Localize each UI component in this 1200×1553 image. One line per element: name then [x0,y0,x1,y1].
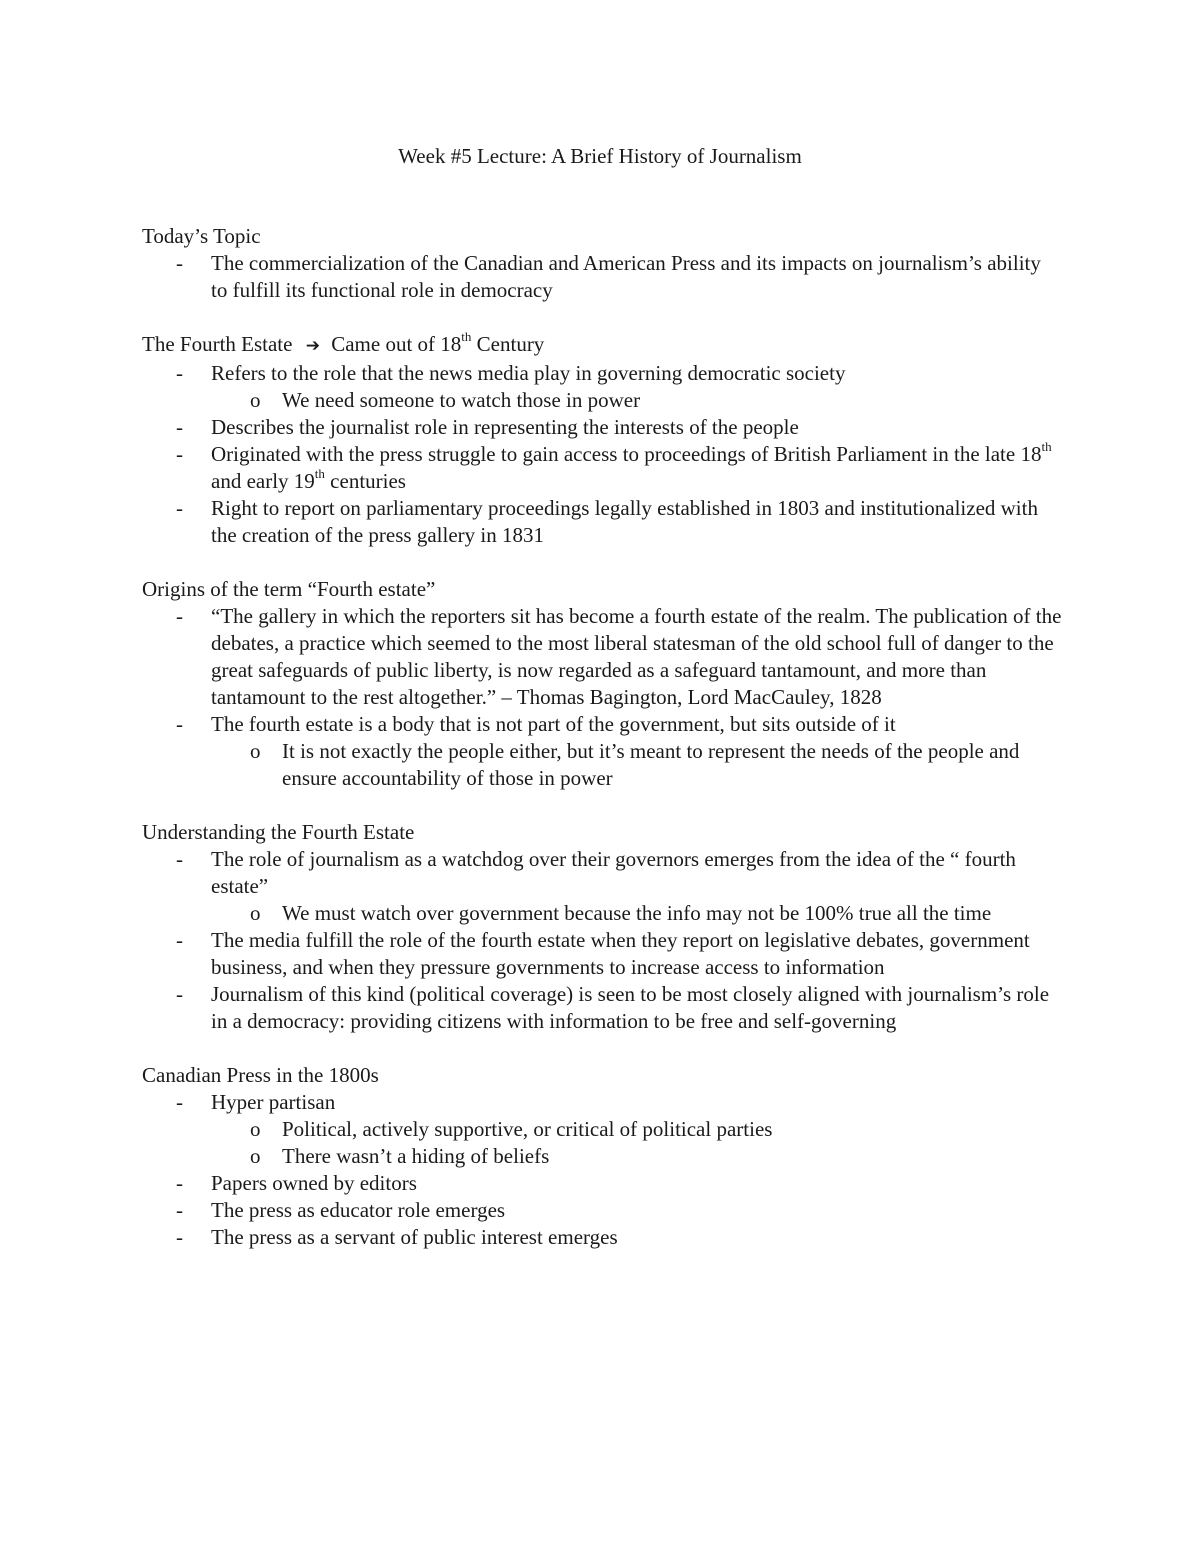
superscript: th [314,466,325,481]
circle-bullet: o [250,388,261,412]
item-text: The role of journalism as a watchdog over their governors emerges from the idea of the “ fourth estate” [211,847,1016,898]
section-heading: Today’s Topic [142,224,261,248]
dash-bullet: - [176,847,183,871]
item-text: The fourth estate is a body that is not part of the government, but sits outside of it [211,712,896,736]
dash-bullet: - [176,496,183,520]
section-understanding [142,819,1062,1035]
list-item [142,927,1062,981]
list-item [142,1089,1062,1116]
superscript: th [1041,439,1052,454]
dash-bullet: - [176,982,183,1006]
heading-text: Came out of 18 [331,332,462,356]
list-item [142,1170,1062,1197]
list-item [142,360,1062,387]
list-item [142,1224,1062,1251]
dash-bullet: - [176,442,183,466]
sub-list-item [142,900,1062,927]
item-text: It is not exactly the people either, but it’s meant to represent the needs of the people and ensure accountability of those in power [282,739,1020,790]
text-run: centuries [324,469,406,493]
list-item [142,846,1062,900]
list-item [142,495,1062,549]
dash-bullet: - [176,1198,183,1222]
sub-list-item [142,387,1062,414]
section-heading: Canadian Press in the 1800s [142,1063,379,1087]
list-item [142,711,1062,738]
section-heading [142,331,1062,360]
superscript: th [461,329,472,344]
item-text: The press as a servant of public interest emerges [211,1225,618,1249]
section-origins [142,576,1062,792]
circle-bullet: o [250,739,261,763]
sub-list-item [142,1116,1062,1143]
section-fourth-estate [142,331,1062,549]
dash-bullet: - [176,712,183,736]
right-arrow-icon: ➔ [305,336,320,356]
sub-list-item [142,738,1062,792]
item-text: Refers to the role that the news media play in governing democratic society [211,361,846,385]
heading-text: Century [471,332,545,356]
circle-bullet: o [250,1144,261,1168]
dash-bullet: - [176,1225,183,1249]
item-text: There wasn’t a hiding of beliefs [282,1144,550,1168]
text-run: and early 19 [211,469,315,493]
dash-bullet: - [176,1090,183,1114]
section-todays-topic [142,223,1062,304]
dash-bullet: - [176,928,183,952]
item-text: The media fulfill the role of the fourth estate when they report on legislative debates, government business, and when they pressure governments to increase access to information [211,928,1030,979]
text-run: Originated with the press struggle to gain access to proceedings of British Parliament in the late 18 [211,442,1042,466]
dash-bullet: - [176,1171,183,1195]
item-text: Political, actively supportive, or critical of political parties [282,1117,773,1141]
item-text: The press as educator role emerges [211,1198,506,1222]
list-item [142,414,1062,441]
item-text: Papers owned by editors [211,1171,417,1195]
circle-bullet: o [250,1117,261,1141]
item-text: Describes the journalist role in representing the interests of the people [211,415,799,439]
item-text: We need someone to watch those in power [282,388,641,412]
item-text: Journalism of this kind (political coverage) is seen to be most closely aligned with journalism’s role in a democracy: providing citizens with information to be free and self-governing [211,982,1050,1033]
heading-text: The Fourth Estate [142,332,293,356]
dash-bullet: - [176,361,183,385]
document-body [142,223,1062,1278]
dash-bullet: - [176,415,183,439]
item-text [211,439,1052,493]
item-text: Right to report on parliamentary proceedings legally established in 1803 and institutionalized with the creation of the press gallery in 1831 [211,496,1038,547]
section-heading: Origins of the term “Fourth estate” [142,577,436,601]
dash-bullet: - [176,251,183,275]
circle-bullet: o [250,901,261,925]
item-text: “The gallery in which the reporters sit has become a fourth estate of the realm. The publication of the debates, a practice which seemed to the most liberal statesman of the old school full of danger to the great safeguards of public liberty, is now regarded as a safeguard tantamount, and more than tantamount to the rest altogether.” – Thomas Bagington, Lord MacCauley, 1828 [211,604,1062,709]
dash-bullet: - [176,604,183,628]
list-item [142,250,1062,304]
section-heading: Understanding the Fourth Estate [142,820,415,844]
section-canadian-press [142,1062,1062,1251]
item-text: Hyper partisan [211,1090,336,1114]
list-item [142,603,1062,711]
list-item [142,441,1062,495]
list-item [142,1197,1062,1224]
item-text: We must watch over government because the info may not be 100% true all the time [282,901,992,925]
list-item [142,981,1062,1035]
sub-list-item [142,1143,1062,1170]
page-title: Week #5 Lecture: A Brief History of Journalism [398,144,802,168]
item-text: The commercialization of the Canadian and American Press and its impacts on journalism’s ability to fulfill its functional role in democracy [211,251,1041,302]
